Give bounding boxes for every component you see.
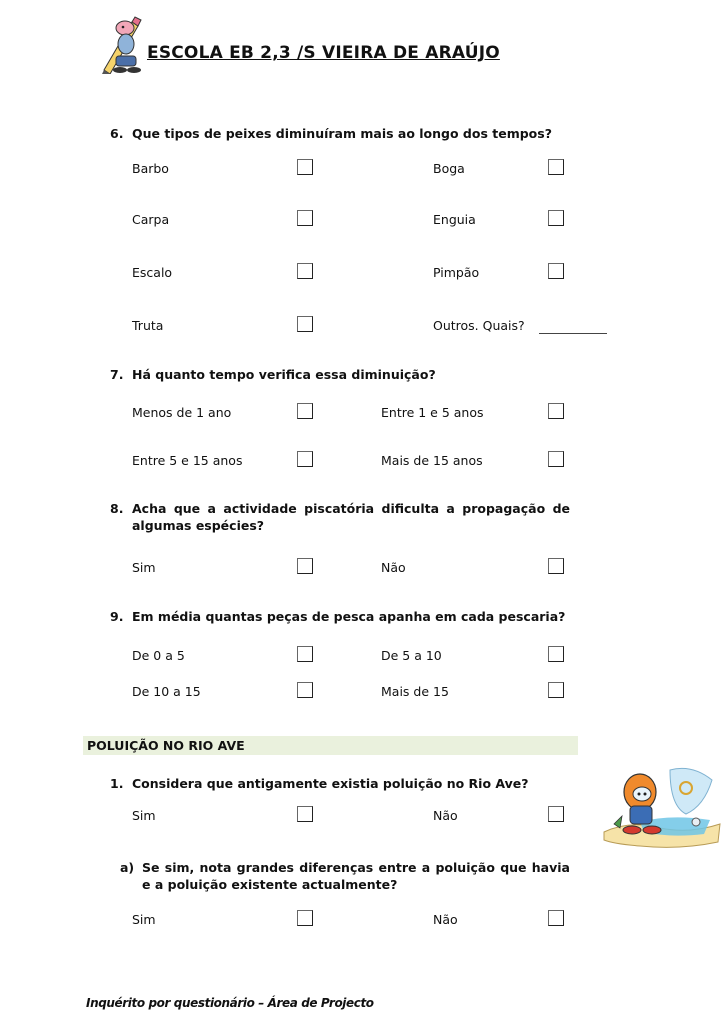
option-label: Entre 1 e 5 anos [381, 405, 484, 420]
option-label: Outros. Quais? [433, 318, 525, 333]
option-label: Menos de 1 ano [132, 405, 232, 420]
school-title: ESCOLA EB 2,3 /S VIEIRA DE ARAÚJO [147, 43, 500, 63]
question-number: 1. [110, 776, 124, 791]
question-number: 8. [110, 501, 124, 516]
checkbox-truta[interactable] [297, 316, 313, 332]
option-label: De 0 a 5 [132, 648, 185, 663]
option-label: Mais de 15 anos [381, 453, 483, 468]
checkbox-enguia[interactable] [548, 210, 564, 226]
question-6 [110, 125, 552, 142]
footer-text: Inquérito por questionário – Área de Projecto [86, 996, 374, 1010]
pollution-question-1 [110, 775, 529, 792]
checkbox-escalo[interactable] [297, 263, 313, 279]
checkbox-carpa[interactable] [297, 210, 313, 226]
question-text: Considera que antigamente existia poluição no Rio Ave? [132, 776, 529, 791]
option-label: Sim [132, 808, 156, 823]
checkbox-sim[interactable] [297, 558, 313, 574]
pencil-mascot-icon [96, 14, 146, 74]
option-label: Não [433, 808, 458, 823]
option-label: Sim [132, 560, 156, 575]
checkbox-sim[interactable] [297, 910, 313, 926]
question-number: a) [120, 860, 135, 875]
checkbox-0-5[interactable] [297, 646, 313, 662]
checkbox-barbo[interactable] [297, 159, 313, 175]
pollution-question-1a [120, 859, 572, 893]
checkbox-less-1-year[interactable] [297, 403, 313, 419]
checkbox-1-5-years[interactable] [548, 403, 564, 419]
question-7 [110, 366, 436, 383]
others-answer-line[interactable] [539, 333, 607, 334]
checkbox-pimpao[interactable] [548, 263, 564, 279]
checkbox-nao[interactable] [548, 910, 564, 926]
option-label: Entre 5 e 15 anos [132, 453, 243, 468]
diver-illustration-icon [600, 762, 724, 850]
option-label: Não [381, 560, 406, 575]
checkbox-sim[interactable] [297, 806, 313, 822]
option-label: Enguia [433, 212, 476, 227]
option-label: Não [433, 912, 458, 927]
question-text: Se sim, nota grandes diferenças entre a poluição que havia e a poluição existente actualmente? [142, 860, 570, 892]
checkbox-5-15-years[interactable] [297, 451, 313, 467]
option-label: Mais de 15 [381, 684, 449, 699]
option-label: Escalo [132, 265, 173, 280]
question-text: Há quanto tempo verifica essa diminuição? [132, 367, 436, 382]
checkbox-5-10[interactable] [548, 646, 564, 662]
checkbox-more-15[interactable] [548, 682, 564, 698]
option-label: Pimpão [433, 265, 480, 280]
checkbox-more-15-years[interactable] [548, 451, 564, 467]
option-label: Carpa [132, 212, 170, 227]
option-label: De 10 a 15 [132, 684, 201, 699]
option-label: Boga [433, 161, 465, 176]
question-number: 9. [110, 609, 124, 624]
question-text: Em média quantas peças de pesca apanha em cada pescaria? [132, 609, 566, 624]
section-header [83, 736, 578, 755]
question-number: 6. [110, 126, 124, 141]
question-9 [110, 608, 565, 625]
checkbox-nao[interactable] [548, 806, 564, 822]
checkbox-nao[interactable] [548, 558, 564, 574]
checkbox-boga[interactable] [548, 159, 564, 175]
question-8 [110, 500, 572, 534]
checkbox-10-15[interactable] [297, 682, 313, 698]
option-label: Barbo [132, 161, 169, 176]
option-label: Truta [132, 318, 164, 333]
question-text: Acha que a actividade piscatória dificulta a propagação de algumas espécies? [132, 501, 570, 533]
option-label: Sim [132, 912, 156, 927]
question-number: 7. [110, 367, 124, 382]
question-text: Que tipos de peixes diminuíram mais ao longo dos tempos? [132, 126, 552, 141]
option-label: De 5 a 10 [381, 648, 442, 663]
section-title: POLUIÇÃO NO RIO AVE [87, 738, 245, 753]
